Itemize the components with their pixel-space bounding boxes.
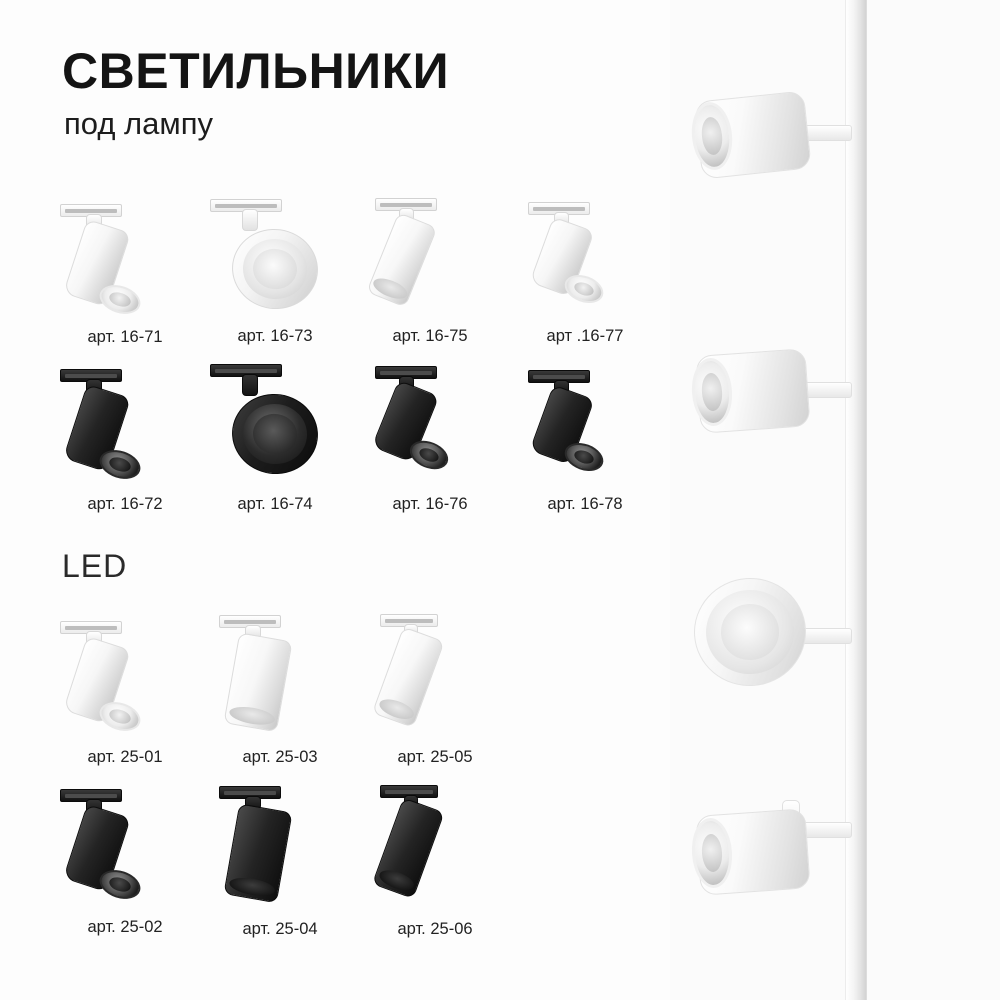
product-image (50, 615, 200, 735)
product-image (510, 360, 660, 480)
page-subtitle: под лампу (64, 106, 213, 141)
product-cell[interactable] (360, 602, 510, 770)
track-adapter-icon (242, 209, 258, 231)
product-image (50, 365, 200, 485)
product-image (355, 360, 505, 480)
product-image (200, 195, 350, 315)
product-image (200, 360, 350, 480)
product-caption: арт. 16-74 (237, 495, 313, 513)
product-caption: арт. 16-72 (87, 495, 163, 513)
product-cell[interactable] (50, 615, 200, 770)
product-caption: арт. 16-75 (392, 327, 468, 345)
product-image (205, 605, 355, 725)
product-cell[interactable] (200, 195, 350, 350)
product-caption: арт. 25-02 (87, 918, 163, 936)
product-cell[interactable] (355, 190, 505, 350)
fixture-tube-icon (223, 803, 292, 903)
product-caption: арт. 16-78 (547, 495, 623, 513)
fixture-tube-icon (223, 632, 292, 732)
product-cell[interactable] (50, 785, 200, 940)
product-image (50, 200, 200, 320)
fixture-disc-icon (227, 223, 323, 314)
fixture-tube-icon (366, 212, 437, 307)
track-adapter-icon (242, 374, 258, 396)
product-caption: арт. 16-73 (237, 327, 313, 345)
product-image (360, 775, 510, 895)
page-title: СВЕТИЛЬНИКИ (62, 43, 450, 99)
product-cell[interactable] (510, 360, 660, 520)
fixture-disc-icon (227, 388, 323, 479)
product-caption: арт. 25-04 (242, 920, 318, 938)
product-caption: арт. 16-76 (392, 495, 468, 513)
product-image (205, 778, 355, 898)
product-image (360, 602, 510, 722)
fixture-disc (690, 574, 809, 690)
section-label-led: LED (62, 548, 128, 584)
product-cell[interactable] (355, 360, 505, 520)
product-cell[interactable] (510, 190, 660, 350)
product-cell[interactable] (360, 775, 510, 940)
product-caption: арт. 25-03 (242, 748, 318, 766)
product-cell[interactable] (205, 778, 355, 940)
fixture-tube-icon (372, 797, 445, 899)
product-image (355, 190, 505, 310)
fixture-tube-icon (372, 626, 445, 728)
product-caption: арт. 25-05 (397, 748, 473, 766)
product-caption: арт. 25-01 (87, 748, 163, 766)
product-photo (670, 0, 1000, 1000)
product-image (50, 785, 200, 905)
product-caption: арт. 16-71 (87, 328, 163, 346)
product-caption: арт .16-77 (546, 327, 624, 345)
product-cell[interactable] (50, 365, 200, 520)
product-cell[interactable] (200, 360, 350, 520)
product-caption: арт. 25-06 (397, 920, 473, 938)
product-image (510, 190, 660, 310)
product-cell[interactable] (50, 200, 200, 350)
page-heading (62, 43, 450, 141)
track-pole (845, 0, 867, 1000)
product-cell[interactable] (205, 605, 355, 770)
